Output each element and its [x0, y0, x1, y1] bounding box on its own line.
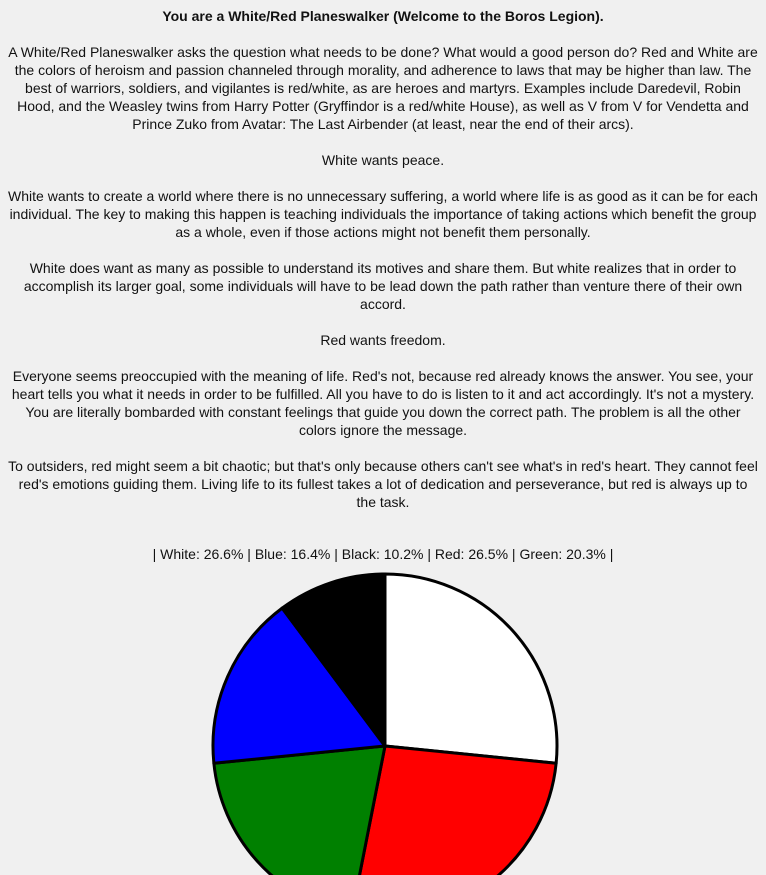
red-paragraph-1: Everyone seems preoccupied with the meaning of life. Red's not, because red already knows the answer. You see, your heart tells you what it needs in order to be fulfilled. All you have to do is listen to it and act accordingly. It's not a mystery. You are literally bombarded with constant feelings that guide you down the correct path. The problem is all the other colors ignore the message. — [11, 368, 755, 438]
pie-slice-white — [385, 574, 557, 763]
red-paragraph-2: To outsiders, red might seem a bit chaotic; but that's only because others can't see what's in red's heart. They cannot feel red's emotions guiding them. Living life to its fullest takes a lot of dedication and perseverance, but red is always up to the task. — [8, 458, 758, 510]
color-percentages: | White: 26.6% | Blue: 16.4% | Black: 10.2% | Red: 26.5% | Green: 20.3% | — [152, 546, 614, 562]
red-heading: Red wants freedom. — [320, 332, 446, 348]
intro-paragraph: A White/Red Planeswalker asks the question what needs to be done? What would a good person do? Red and White are the colors of heroism and passion channeled through morality, and adherence to laws that may be higher than law. The best of warriors, soldiers, and vigilantes is red/white, as are heroes and martyrs. Examples include Daredevil, Robin Hood, and the Weasley twins from Harry Potter (Gryffindor is a red/white House), as well as V from V for Vendetta and Prince Zuko from Avatar: The Last Airbender (at least, near the end of their arcs). — [8, 44, 758, 132]
pie-chart-container — [0, 572, 766, 875]
pie-slice-green — [214, 746, 385, 875]
white-heading: White wants peace. — [321, 152, 445, 168]
white-paragraph-1: White wants to create a world where there is no unnecessary suffering, a world where life is as good as it can be for each individual. The key to making this happen is teaching individuals the importance of taking actions which benefit the group as a whole, even if those actions might not benefit them personally. — [8, 188, 758, 240]
result-title: You are a White/Red Planeswalker (Welcome to the Boros Legion). — [162, 8, 604, 24]
results-content — [8, 7, 758, 563]
color-pie-chart — [203, 572, 563, 875]
white-paragraph-2: White does want as many as possible to understand its motives and share them. But white realizes that in order to accomplish its larger goal, some individuals will have to be lead down the path rather than venture there of their own accord. — [23, 260, 743, 312]
